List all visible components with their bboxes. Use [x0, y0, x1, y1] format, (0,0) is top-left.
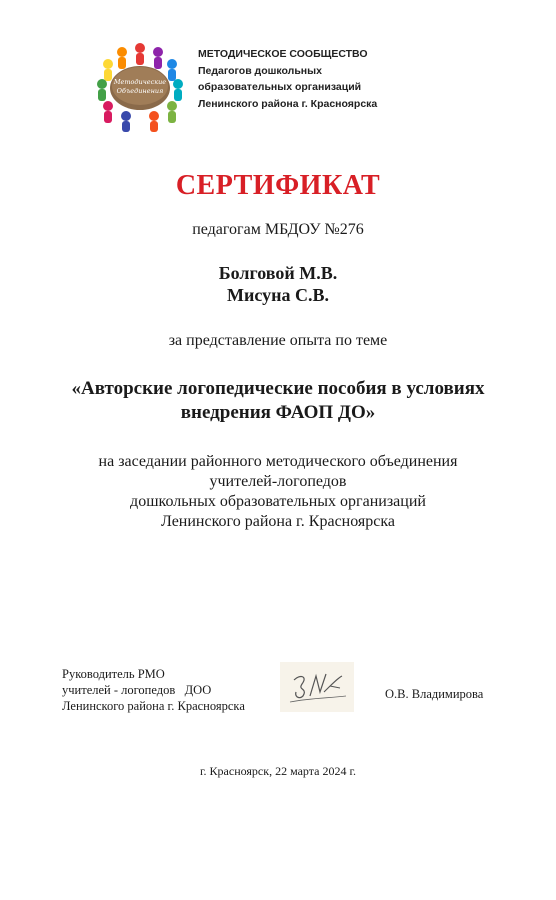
certificate-title: СЕРТИФИКАТ	[175, 170, 381, 201]
event	[0, 452, 556, 532]
org-line: МЕТОДИЧЕСКОЕ СООБЩЕСТВО	[198, 48, 368, 60]
round-table-people-logo	[92, 38, 188, 134]
issued-to: педагогам МБДОУ №276	[192, 221, 364, 238]
recipients	[0, 262, 556, 306]
logo-text-1: Методические	[113, 78, 167, 86]
position-line: Руководитель РМО	[62, 667, 165, 681]
topic	[40, 377, 516, 425]
org-line: Педагогов дошкольных	[198, 64, 322, 77]
org-line: образовательных организаций	[198, 81, 362, 93]
recipient-name: Болговой М.В.	[218, 263, 338, 283]
handwritten-signature	[280, 662, 354, 712]
org-name	[198, 46, 528, 112]
event-line: на заседании районного методического объединения	[98, 453, 458, 470]
event-line: учителей-логопедов	[209, 473, 347, 490]
position-line: Ленинского района г. Красноярска	[62, 699, 245, 713]
topic-line: «Авторские логопедические пособия в условиях	[71, 378, 485, 399]
recipient-name: Мисуна С.В.	[227, 285, 329, 305]
header	[92, 38, 532, 138]
event-line: Ленинского района г. Красноярска	[160, 513, 396, 530]
event-line: дошкольных образовательных организаций	[130, 493, 426, 510]
signer-name: О.В. Владимирова	[385, 687, 484, 701]
reason: за представление опыта по теме	[168, 332, 388, 349]
topic-line: внедрения ФАОП ДО»	[180, 402, 376, 423]
position-line: учителей - логопедов ДОО	[62, 683, 212, 697]
org-line: Ленинского района г. Красноярска	[198, 97, 378, 110]
signer-position	[62, 666, 245, 714]
place-date: г. Красноярск, 22 марта 2024 г.	[199, 764, 357, 778]
logo-text-2: Объединения	[116, 87, 164, 95]
